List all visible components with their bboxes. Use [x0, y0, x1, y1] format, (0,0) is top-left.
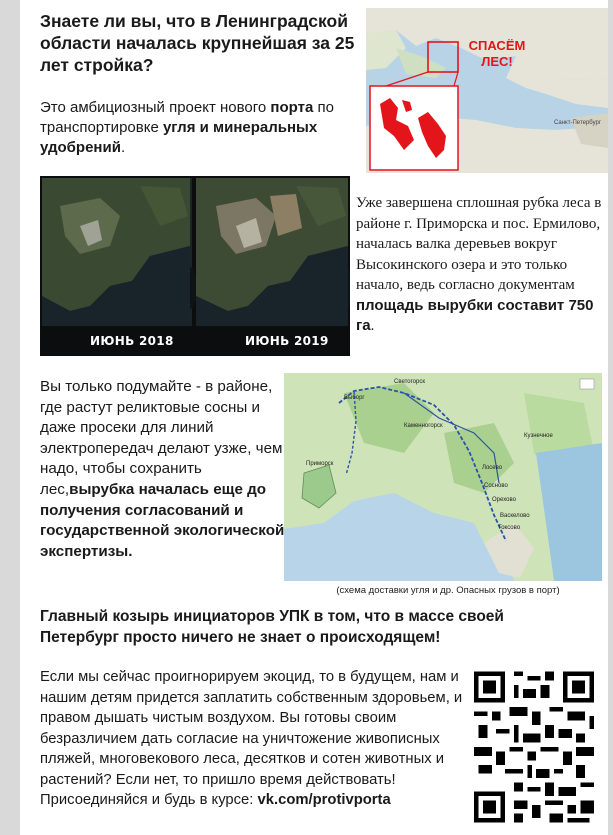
deforestation-text: Уже завершена сплошная рубка леса в районе г. Приморска и пос. Ермилово, началась валка деревьев вокруг Высокинского озера и это только начало, ведь согласно документам [356, 195, 602, 293]
route-map-caption: (схема доставки угля и др. Опасных грузов в порт) [336, 585, 560, 596]
save-forest-label: СПАСЁМ ЛЕС! [468, 38, 526, 69]
map-label-primorsk: Приморск [306, 461, 334, 467]
deforestation-end: . [370, 318, 375, 334]
map-label-losevo: Лосево [482, 465, 503, 471]
cargo-route-map-graphic [284, 373, 602, 581]
satellite-2019 [196, 178, 350, 326]
flyer-page [20, 0, 608, 835]
map-label-kuznechnoe: Кузнечное [524, 433, 553, 439]
map-label-toksovo: Токсово [498, 525, 521, 531]
city-label: Санкт-Петербург [554, 120, 602, 126]
map-label-orekhovo: Орехово [492, 497, 516, 503]
relict-pines-paragraph [40, 377, 295, 562]
intro-bold-cargo: угля и минеральных удобрений [40, 119, 318, 156]
satellite-comparison-graphic [40, 176, 350, 356]
intro-text-1: Это амбициозный проект нового [40, 99, 271, 116]
intro-text-3: . [120, 139, 126, 156]
headline: Знаете ли вы, что в Ленинградской области началась крупнейшая за 25 лет стройка? [40, 11, 355, 75]
port-location-map-graphic [366, 8, 608, 173]
caption-june-2019: ИЮНЬ 2019 [245, 334, 329, 348]
map-label-kamennogorsk: Каменногорск [404, 423, 443, 429]
map-label-svetogorsk: Светогорск [394, 379, 425, 385]
satellite-comparison [40, 176, 350, 356]
map-label-vyborg: Выборг [344, 395, 365, 401]
vk-link[interactable]: vk.com/protivporta [257, 792, 391, 808]
relict-pines-text: Вы только подумайте - в районе, где растут реликтовые сосны и даже просеки для линий электропередач делают узже, чем надо, чтобы сохранить лес, [40, 378, 283, 498]
qr-code-icon[interactable] [469, 667, 599, 827]
qr-code-graphic [469, 667, 599, 827]
main-claim: Главный козырь инициаторов УПК в том, что в массе своей Петербург просто ничего не знает о происходящем! [40, 608, 504, 646]
relict-pines-bold: вырубка началась еще до получения согласований и государственной экологической экспертизы. [40, 480, 285, 560]
call-to-action [40, 667, 470, 811]
intro-paragraph [40, 98, 340, 158]
map-label-vaskelovo: Васкелово [500, 513, 530, 519]
satellite-2018 [42, 178, 198, 326]
caption-june-2018: ИЮНЬ 2018 [90, 334, 174, 348]
intro-bold-port: порта [270, 99, 314, 116]
intro-text-2: по транспортировке [40, 99, 334, 136]
cargo-route-map [284, 373, 602, 581]
map-label-sosnovo: Сосново [484, 483, 508, 489]
port-location-map [366, 8, 608, 173]
deforestation-paragraph [356, 193, 606, 337]
deforestation-area-bold: площадь вырубки составит 750 га [356, 296, 594, 334]
call-text: Если мы сейчас проигнорируем экоцид, то в будущем, нам и нашим детям придется заплатить собственным здоровьем, и правом дышать чистым воздухом. Вы готовы своим безразличием дать согласие на уничтожение живописных пляжей, многовекового леса, десятков и сотен животных и растений? Если нет, то пришло время действовать! Присоединяйся и будь в курсе: [40, 669, 463, 808]
